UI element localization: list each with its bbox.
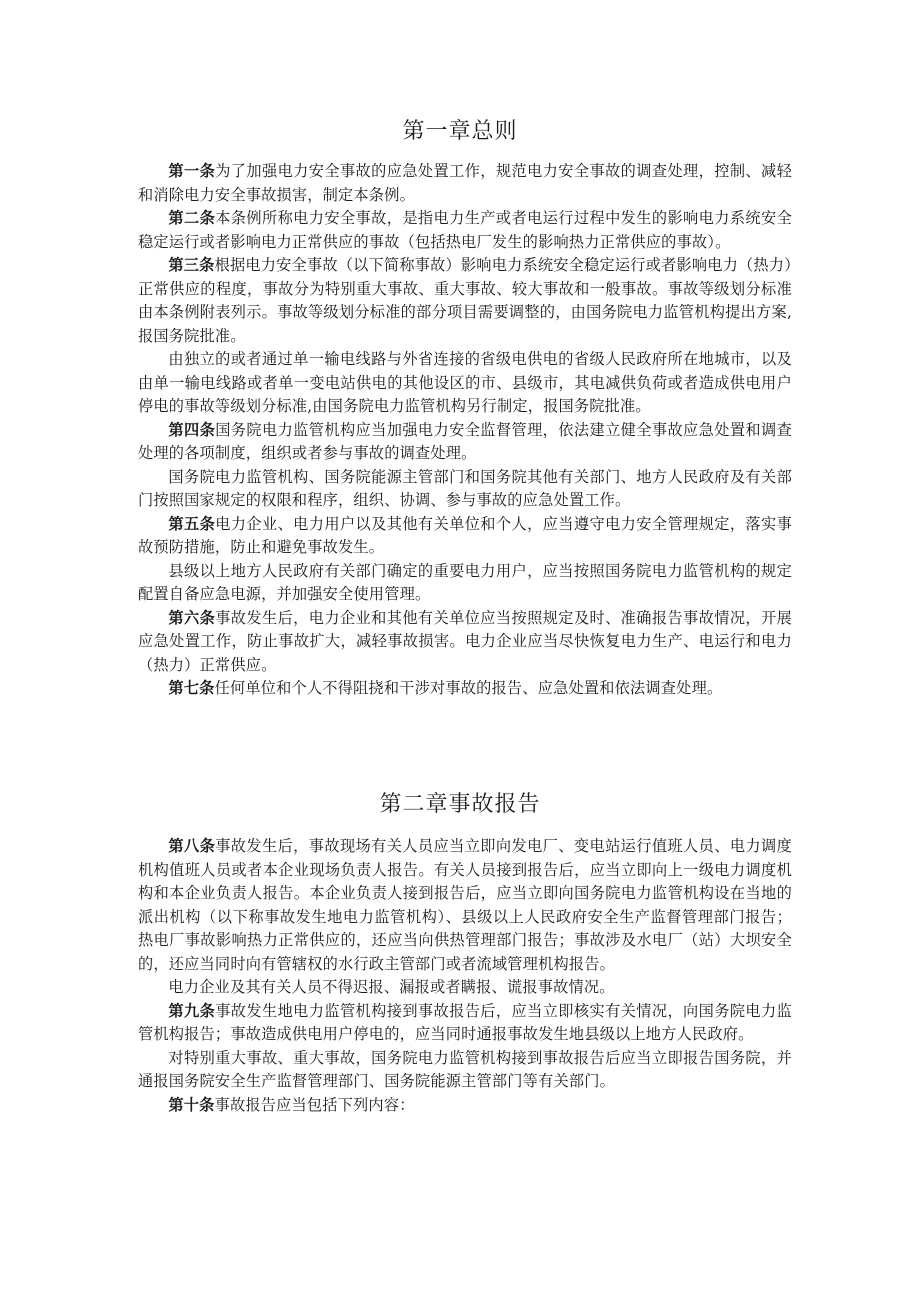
paragraph-text: 电力企业、电力用户以及其他有关单位和个人，应当遵守电力安全管理规定，落实事故预防措施，防止和避免事故发生。 <box>138 514 792 556</box>
paragraph <box>138 607 792 678</box>
chapter-1-body <box>138 160 792 701</box>
article-number: 第九条 <box>168 1001 216 1020</box>
paragraph <box>138 835 792 976</box>
chapter-title: 第一章总则 <box>402 119 518 144</box>
article-number: 第五条 <box>168 514 216 533</box>
article-number: 第七条 <box>168 679 215 697</box>
article-number: 第十条 <box>168 1095 215 1114</box>
paragraph-text: 事故发生后，电力企业和其他有关单位应当按照规定及时、准确报告事故情况，开展应急处置工作，防止事故扩大，减轻事故损害。电力企业应当尽快恢复电力生产、电运行和电力（热力）正常供应。 <box>138 608 792 674</box>
paragraph <box>138 976 792 1000</box>
paragraph <box>138 1094 792 1118</box>
paragraph <box>138 560 792 607</box>
paragraph-text: 由独立的或者通过单一输电线路与外省连接的省级电供电的省级人民政府所在地城市，以及由单一输电线路或者单一变电站供电的其他设区的市、县级市，其电减供负荷或者造成供电用户停电的事故等级划分标准,由国务院电力监管机构另行制定，报国务院批准。 <box>138 350 792 415</box>
paragraph-text: 事故发生地电力监管机构接到事故报告后，应当立即核实有关情况，向国务院电力监管机构报告；事故造成供电用户停电的，应当同时通报事故发生地县级以上地方人民政府。 <box>138 1001 792 1043</box>
paragraph <box>138 254 792 348</box>
article-number: 第四条 <box>168 420 216 439</box>
article-number: 第三条 <box>168 256 215 274</box>
paragraph <box>138 348 792 419</box>
paragraph-text: 任何单位和个人不得阻挠和干涉对事故的报告、应急处置和依法调查处理。 <box>214 679 723 697</box>
chapter-2-body <box>138 835 792 1117</box>
paragraph-text: 县级以上地方人民政府有关部门确定的重要电力用户，应当按照国务院电力监管机构的规定配置自备应急电源，并加强安全使用管理。 <box>138 561 792 603</box>
paragraph <box>138 419 792 466</box>
article-number: 第二条 <box>168 209 216 227</box>
paragraph <box>138 207 792 254</box>
paragraph-text: 本条例所称电力安全事故，是指电力生产或者电运行过程中发生的影响电力系统安全稳定运行或者影响电力正常供应的事故（包括热电厂发生的影响热力正常供应的事故）。 <box>138 209 792 251</box>
paragraph-text: 根据电力安全事故（以下简称事故）影响电力系统安全稳定运行或者影响电力（热力）正常供应的程度，事故分为特别重大事故、重大事故、较大事故和一般事故。事故等级划分标准由本条例附表列示。事故等级划分标准的部分项目需要调整的，由国务院电力监管机构提出方案,报国务院批准。 <box>138 256 792 345</box>
paragraph <box>138 160 792 207</box>
paragraph-text: 事故报告应当包括下列内容： <box>214 1095 415 1114</box>
chapter-title: 第二章事故报告 <box>379 792 541 817</box>
paragraph <box>138 466 792 513</box>
paragraph-text: 为了加强电力安全事故的应急处置工作，规范电力安全事故的调查处理，控制、减轻和消除电力安全事故损害，制定本条例。 <box>138 162 792 204</box>
article-number: 第一条 <box>168 162 216 180</box>
paragraph-text: 对特别重大事故、重大事故，国务院电力监管机构接到事故报告后应当立即报告国务院，并通报国务院安全生产监督管理部门、国务院能源主管部门等有关部门。 <box>138 1048 792 1090</box>
paragraph <box>138 1000 792 1047</box>
paragraph-text: 国务院电力监管机构应当加强电力安全监督管理，依法建立健全事故应急处置和调查处理的各项制度，组织或者参与事故的调查处理。 <box>138 420 792 462</box>
paragraph <box>138 1047 792 1094</box>
article-number: 第六条 <box>168 608 216 627</box>
article-number: 第八条 <box>168 837 216 855</box>
paragraph-text: 事故发生后，事故现场有关人员应当立即向发电厂、变电站运行值班人员、电力调度机构值班人员或者本企业现场负责人报告。有关人员接到报告后，应当立即向上一级电力调度机构和本企业负责人报告。本企业负责人接到报告后，应当立即向国务院电力监管机构设在当地的派出机构（以下称事故发生地电力监管机构）、县级以上人民政府安全生产监督管理部门报告；热电厂事故影响热力正常供应的，还应当向供热管理部门报告；事故涉及水电厂（站）大坝安全的，还应当同时向有管辖权的水行政主管部门或者流域管理机构报告。 <box>138 837 792 973</box>
paragraph-text: 电力企业及其有关人员不得迟报、漏报或者瞒报、谎报事故情况。 <box>168 978 615 996</box>
paragraph <box>138 513 792 560</box>
paragraph <box>138 677 792 701</box>
paragraph-text: 国务院电力监管机构、国务院能源主管部门和国务院其他有关部门、地方人民政府及有关部门按照国家规定的权限和程序，组织、协调、参与事故的应急处置工作。 <box>138 467 792 509</box>
